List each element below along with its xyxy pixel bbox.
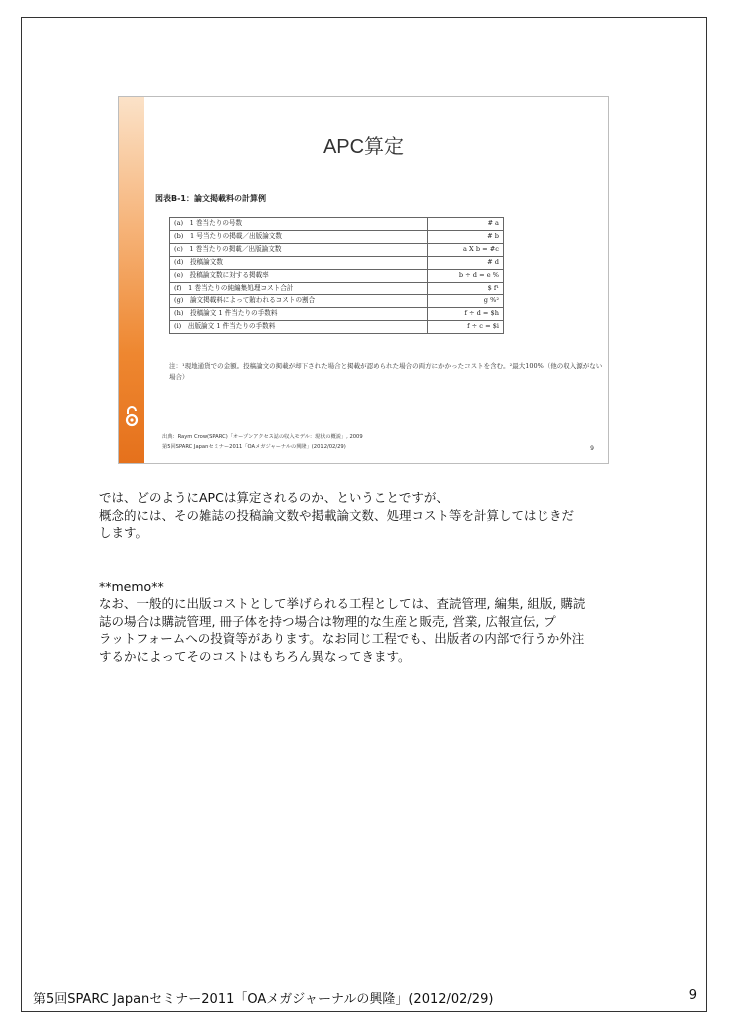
row-label: (b) 1 号当たりの掲載／出版論文数 — [170, 230, 428, 243]
slide-footer — [162, 432, 592, 452]
table-row — [170, 295, 504, 308]
row-formula: # b — [428, 230, 504, 243]
notes-line: では、どのようにAPCは算定されるのか、ということですが、 — [99, 490, 449, 505]
table-row — [170, 243, 504, 256]
table-row — [170, 308, 504, 321]
row-formula: $ f¹ — [428, 282, 504, 295]
table-row — [170, 218, 504, 231]
row-formula: f ÷ c = $i — [428, 321, 504, 334]
row-formula: g %² — [428, 295, 504, 308]
notes-line: なお、一般的に出版コストとして挙げられる工程としては、査読管理, 編集, 組版, 購読 — [99, 596, 586, 611]
table-row — [170, 256, 504, 269]
slide-number: 9 — [590, 445, 594, 452]
row-label: (i) 出版論文 1 件当たりの手数料 — [170, 321, 428, 334]
open-access-icon — [119, 403, 144, 431]
page-number: 9 — [688, 988, 697, 1003]
slide-title: APC算定 — [322, 136, 405, 158]
row-label: (a) 1 巻当たりの号数 — [170, 218, 428, 231]
row-formula: # d — [428, 256, 504, 269]
figure-heading: 図表B-1：論文掲載料の計算例 — [155, 194, 266, 203]
table-row — [170, 321, 504, 334]
paragraph-gap — [99, 542, 639, 578]
speaker-notes — [99, 489, 639, 665]
slide-footer-event: 第5回SPARC Japanセミナー2011「OAメガジャーナルの興隆」(2012/02/29) — [162, 444, 346, 450]
table-note: 注：¹現地通貨での金額。投稿論文の掲載が却下された場合と掲載が認められた場合の両方にかかったコストを含む。²最大100%（他の収入源がない場合） — [169, 362, 603, 381]
row-formula: b ÷ d = e % — [428, 269, 504, 282]
table-row — [170, 282, 504, 295]
notes-line: するかによってそのコストはもちろん異なってきます。 — [99, 648, 411, 664]
row-label: (f) 1 巻当たりの純編集処理コスト合計 — [170, 282, 428, 295]
notes-line: します。 — [99, 525, 149, 540]
notes-line: ラットフォームへの投資等があります。なお同じ工程でも、出版者の内部で行うか外注 — [99, 631, 585, 646]
row-formula: f ÷ d = $h — [428, 308, 504, 321]
notes-line: 誌の場合は購読管理, 冊子体を持つ場合は物理的な生産と販売, 営業, 広報宣伝, プ — [99, 613, 556, 629]
row-label: (h) 投稿論文 1 件当たりの手数料 — [170, 308, 428, 321]
row-label: (c) 1 巻当たりの掲載／出版論文数 — [170, 243, 428, 256]
row-label: (d) 投稿論文数 — [170, 256, 428, 269]
table-row — [170, 230, 504, 243]
slide-footer-source: 出典：Raym Crow(SPARC)「オープンアクセス誌の収入モデル：現状の概説」, 2009 — [162, 434, 363, 440]
table-row — [170, 269, 504, 282]
page-footer: 第5回SPARC Japanセミナー2011「OAメガジャーナルの興隆」(2012/02/29) — [33, 992, 494, 1007]
slide-thumbnail — [118, 96, 609, 464]
cost-calculation-table — [169, 217, 504, 334]
row-formula: a X b = #c — [428, 243, 504, 256]
row-label: (g) 論文掲載料によって賄われるコストの割合 — [170, 295, 428, 308]
row-formula: # a — [428, 218, 504, 231]
memo-label: **memo** — [99, 578, 164, 594]
notes-line: 概念的には、その雑誌の投稿論文数や掲載論文数、処理コスト等を計算してはじきだ — [99, 507, 575, 523]
row-label: (e) 投稿論文数に対する掲載率 — [170, 269, 428, 282]
